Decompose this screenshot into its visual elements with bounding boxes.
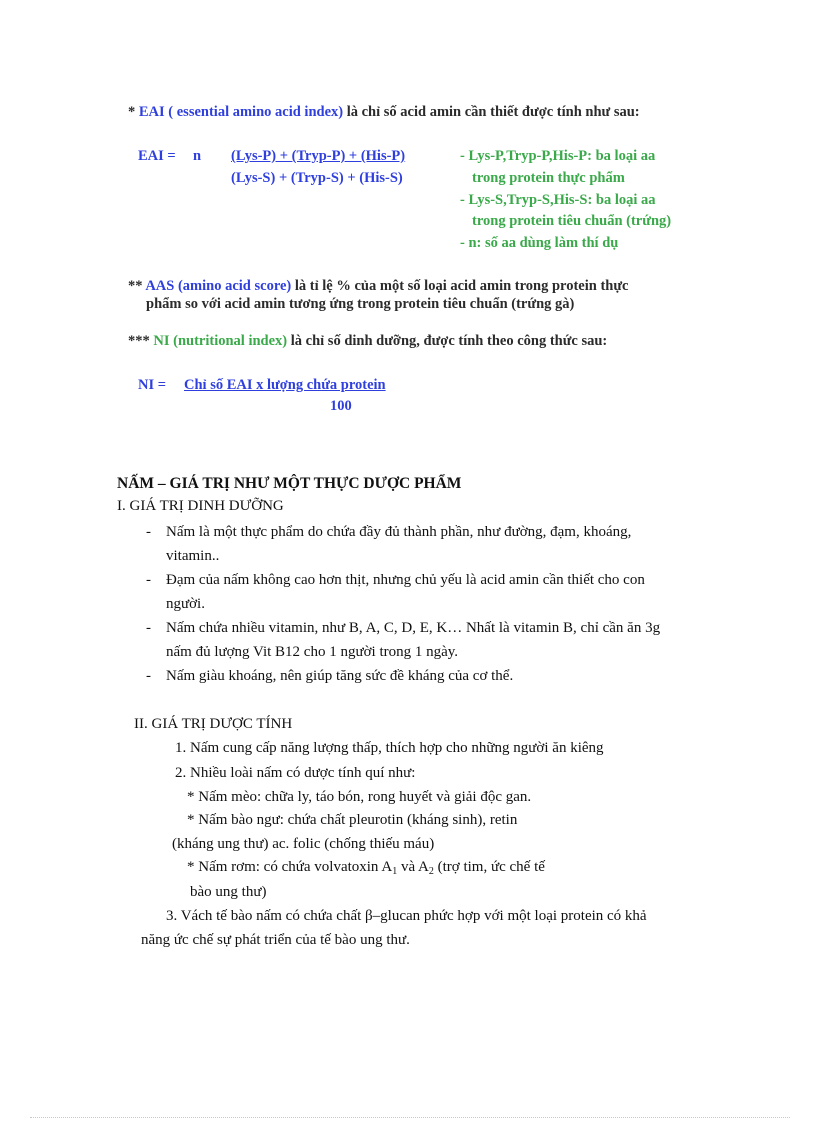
- bullet-dash: -: [146, 524, 151, 540]
- part2-item-3b: năng ức chế sự phát triển của tế bào ung thư.: [141, 932, 410, 948]
- part2-sub-3a: * Nấm rơm: có chứa volvatoxin $A_1$ và $A_2$ (trợ tim, ức chế tế: [187, 859, 545, 877]
- eai-formula-denominator: (Lys-S) + (Tryp-S) + (His-S): [231, 170, 403, 186]
- bullet-dash: -: [146, 620, 151, 636]
- ni-formula-numerator: Chỉ số EAI x lượng chứa protein: [184, 377, 386, 393]
- part1-heading: I. GIÁ TRỊ DINH DƯỠNG: [117, 498, 284, 514]
- page-bottom-border: [30, 1117, 790, 1118]
- eai-note: - Lys-S,Tryp-S,His-S: ba loại aa: [460, 192, 656, 208]
- ni-term: NI (nutritional index): [153, 333, 288, 349]
- part2-sub-1: * Nấm mèo: chữa ly, táo bón, rong huyết và giải độc gan.: [187, 789, 532, 805]
- aas-term: AAS (amino acid score): [145, 278, 292, 294]
- ni-formula-denominator: 100: [330, 398, 352, 414]
- part2-item-3a: 3. Vách tế bào nấm có chứa chất β–glucan phức hợp với một loại protein có khả: [166, 908, 647, 924]
- eai-formula-lhs: EAI =: [138, 148, 176, 164]
- section-title: NẤM – GIÁ TRỊ NHƯ MỘT THỰC DƯỢC PHẨM: [117, 475, 462, 492]
- bullet-dash: -: [146, 668, 151, 684]
- part2-item-1: 1. Nấm cung cấp năng lượng thấp, thích hợp cho những người ăn kiêng: [175, 740, 604, 756]
- eai-definition: * EAI ( essential amino acid index) là chỉ số acid amin cần thiết được tính như sau:: [128, 104, 640, 120]
- eai-note: - Lys-P,Tryp-P,His-P: ba loại aa: [460, 148, 656, 164]
- part2-item-2: 2. Nhiều loài nấm có dược tính quí như:: [175, 765, 416, 781]
- part2-sub-3b: bào ung thư): [190, 884, 267, 900]
- ni-definition: *** NI (nutritional index) là chỉ số dinh dưỡng, được tính theo công thức sau:: [128, 333, 608, 349]
- eai-term: EAI ( essential amino acid index): [138, 104, 344, 120]
- eai-formula-numerator: (Lys-P) + (Tryp-P) + (His-P): [231, 148, 406, 164]
- ni-formula-lhs: NI =: [138, 377, 167, 393]
- part2-sub-2b: (kháng ung thư) ac. folic (chống thiếu máu): [172, 836, 435, 852]
- eai-note: - n: số aa dùng làm thí dụ: [460, 235, 619, 251]
- eai-note: trong protein tiêu chuẩn (trứng): [472, 213, 672, 229]
- eai-formula-n: n: [193, 148, 202, 164]
- part2-sub-2a: * Nấm bào ngư: chứa chất pleurotin (kháng sinh), retin: [187, 812, 518, 828]
- eai-note: trong protein thực phẩm: [472, 170, 625, 186]
- bullet-dash: -: [146, 572, 151, 588]
- part2-heading: II. GIÁ TRỊ DƯỢC TÍNH: [134, 716, 293, 732]
